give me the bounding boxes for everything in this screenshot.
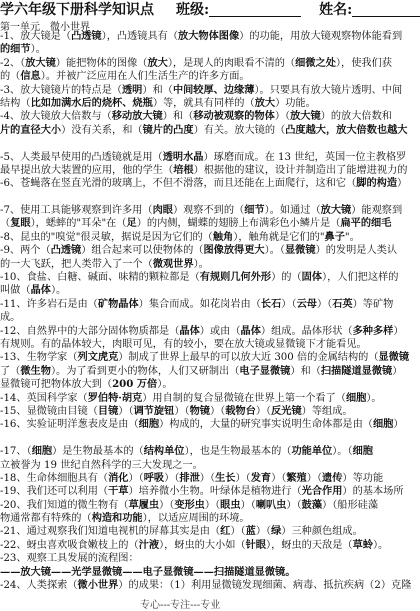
answer-text: 针眼	[245, 538, 266, 551]
text-line	[0, 392, 400, 405]
answer-text: 消化	[108, 471, 129, 484]
answer-text: 镜片的凸度	[142, 123, 194, 136]
unit-heading: 第一单元 微小世界	[0, 22, 90, 33]
answer-text: 生长	[215, 471, 236, 484]
line-text: ）（	[230, 526, 246, 538]
answer-text: 目镜	[97, 404, 119, 417]
line-text: ）有关。放大镜的（	[193, 124, 286, 136]
line-text: ），蟋蟀的"耳朵"在（	[30, 218, 127, 230]
line-text: -6、苍蝇落在竖直光滑的玻璃上，不但不滑落，而且还能在上面爬行，这和它（	[0, 178, 357, 190]
line-text: ），也是生物最基本的（	[184, 446, 292, 458]
text-line	[0, 418, 404, 431]
line-text: ）（	[255, 405, 272, 417]
line-text: -2、（	[0, 57, 26, 69]
line-text: ）的基本场所	[342, 486, 404, 498]
text-line	[0, 338, 400, 351]
text-line	[0, 566, 400, 579]
line-text: ）。如通过（	[264, 205, 321, 217]
line-text: ）。	[366, 392, 382, 404]
answer-text: 载物台	[225, 404, 256, 417]
worksheet-title	[0, 0, 420, 20]
line-text: ）等，就具有同样的（	[152, 97, 255, 109]
answer-text: 蓝	[245, 525, 256, 538]
knowledge-points	[0, 30, 412, 592]
text-line	[0, 70, 400, 83]
answer-text: 遗传	[322, 471, 343, 484]
line-text: （	[0, 218, 11, 230]
line-text: ）和（	[142, 84, 173, 96]
line-text: -9、两个（	[0, 245, 51, 257]
answer-text: 结构单位	[143, 445, 185, 458]
answer-text: 移动放大镜	[111, 110, 163, 123]
answer-text: 凸透镜	[50, 244, 82, 257]
line-text: 显微镜可把物体放大到（	[0, 379, 113, 391]
line-text: -8、昆虫的"嗅觉"很灵敏，据说是因为它们的（	[0, 231, 213, 243]
text-line	[0, 284, 400, 297]
line-text: -12、自然界中的大部分固体物质都是（	[0, 325, 180, 337]
answer-text: 呼吸	[143, 471, 165, 484]
answer-text: 反光镜	[271, 404, 302, 417]
answer-text: 放大镜	[25, 56, 56, 69]
line-text: ）和（	[290, 365, 321, 377]
answer-text: 红	[220, 525, 231, 538]
line-text: -20、我们知道的微生物有（	[0, 499, 129, 511]
line-text: ）。	[193, 258, 209, 270]
line-text: ）的放大倍数和	[320, 111, 392, 123]
line-text: 有规则。有的晶体较大，肉眼可见，有的较小，要在放大镜或显微镜下才能看见。	[0, 338, 367, 350]
line-text: ）根据他的建议，设计并制造出了能增进视力的	[193, 164, 408, 176]
line-text: ）。只要具有放大镜片透明、中间	[254, 84, 403, 96]
title-text: 学六年级下册科学知识点	[0, 2, 154, 18]
line-text: -1、放大镜是（	[0, 31, 72, 42]
answer-text: 鼻子	[324, 230, 345, 243]
line-text: ）（	[255, 526, 272, 538]
line-text: ）没有关系，和（	[61, 124, 143, 136]
line-text: ），蚜虫的大小如（	[159, 539, 246, 551]
answer-text: 比如加满水后的烧杯、烧瓶	[30, 96, 153, 109]
line-text: ），以适应周围的环境。	[142, 513, 250, 525]
answer-text: 绿	[271, 525, 282, 538]
line-text: ）	[393, 325, 404, 337]
line-text: ）。为了看到更小的物体，人们又研制出（	[50, 365, 240, 377]
answer-text: 脚的构造	[356, 177, 398, 190]
line-text: ）。（	[332, 446, 353, 458]
page-footer: 专心---专注---专业	[140, 600, 221, 611]
answer-text: 石英	[332, 297, 353, 310]
line-text: -11、许多岩石是由（	[0, 298, 98, 310]
text-line	[0, 271, 400, 284]
answer-text: 草履虫	[128, 498, 160, 511]
text-line	[0, 110, 400, 123]
answer-text: 培根	[173, 163, 194, 176]
line-text: ）组合起来可以使物体的（	[81, 245, 204, 257]
line-text: -3、放大镜镜片的特点是（	[0, 84, 122, 96]
line-text: -7、使用工具能够观察到许多用（	[0, 205, 153, 217]
text-line	[0, 579, 412, 592]
class-blank	[209, 4, 301, 17]
line-text: -21、通过观察我们知道电视机的屏幕其实是由（	[0, 526, 221, 538]
line-text: -5、人类最早使用的凸透镜就是用（	[0, 151, 163, 163]
text-line	[0, 311, 400, 324]
line-text: ）（	[159, 499, 175, 511]
line-text: ）（	[118, 405, 134, 417]
line-text: ）（	[209, 405, 226, 417]
text-line	[0, 351, 410, 364]
line-text: 的一大飞跃，把人类带入了一个（	[0, 258, 153, 270]
line-text: ）三种颜色组成。	[281, 526, 363, 538]
text-line	[0, 57, 400, 70]
name-label: 姓名:	[319, 2, 353, 18]
answer-text: 干草	[108, 485, 129, 498]
answer-text: 凸度越大，放大倍数也越大	[285, 123, 408, 136]
line-text: ）观察不到的（	[172, 205, 245, 217]
text-line	[0, 244, 400, 257]
line-text: ）等功能	[342, 472, 384, 484]
line-text: ）和（	[162, 111, 194, 123]
line-text: ）等组成。	[301, 405, 353, 417]
answer-text: 微小世界	[77, 579, 119, 592]
line-text: ）。	[372, 539, 389, 551]
line-text: ）（	[316, 298, 333, 310]
text-line	[0, 485, 404, 498]
text-line	[0, 123, 408, 137]
line-text: ）。	[157, 379, 173, 391]
line-text: ）组成。晶体形状（	[260, 325, 353, 337]
line-text: 立被誉为 19 世纪自然科学的三大发现之一。	[0, 459, 203, 471]
line-text: ），是现人的肉眼看不清的（	[167, 57, 296, 69]
text-line	[0, 298, 400, 311]
answer-text: 足	[126, 217, 137, 230]
answer-text: 变形虫	[174, 498, 205, 511]
text-line	[0, 150, 407, 164]
answer-text: 凸透镜	[71, 30, 102, 42]
answer-text: 有规则几何外形	[199, 271, 272, 284]
line-text: 叫做（	[0, 285, 31, 297]
line-text: ）能观察到	[351, 205, 403, 217]
text-line	[0, 324, 404, 338]
text-line	[0, 472, 400, 485]
answer-text: 放大物体图像	[178, 30, 240, 42]
text-line	[0, 364, 403, 378]
answer-text: 透明	[122, 83, 143, 96]
answer-text: 细胞	[138, 418, 160, 431]
line-text: ）制成了世界上最早的可以放大近 300 倍的金属结构的（	[118, 352, 379, 364]
text-line	[0, 97, 400, 110]
line-text: ）（	[235, 472, 251, 484]
line-text: -24、人类探索（	[0, 580, 78, 592]
line-text: -10、食盐、白糖、碱面、味精的颗粒都是（	[0, 272, 200, 284]
line-text: ）构成的，大量的研究事实说明生命体都是由（	[159, 419, 373, 431]
answer-text: 矿物晶体	[97, 297, 139, 310]
text-line	[0, 191, 400, 204]
line-text: -14、英国科学家（	[0, 392, 88, 404]
answer-text: 排泄	[179, 471, 200, 484]
answer-text: 肉眼	[152, 204, 173, 217]
text-line	[0, 405, 400, 418]
answer-text: 喇叭虫	[255, 498, 287, 511]
text-line	[0, 30, 403, 43]
line-text: 物通常都有特殊的（	[0, 513, 92, 525]
answer-text: 光合作用	[301, 485, 343, 498]
answer-text: 晶体	[30, 284, 51, 297]
line-text: 的（	[0, 71, 21, 83]
line-text: ）或由（	[199, 325, 241, 337]
answer-text: 眼虫	[220, 498, 241, 511]
answer-text: 调节旋钮	[133, 404, 175, 417]
line-text: -4、放大镜放大倍数与（	[0, 111, 112, 123]
text-line	[0, 499, 400, 512]
answer-text: 云母	[296, 297, 317, 310]
line-text: ）（	[240, 499, 256, 511]
text-line	[0, 217, 400, 230]
line-text: -16、实验证明洋葱表皮是由（	[0, 419, 139, 431]
text-line	[0, 539, 400, 552]
line-text: ）集合而成。如花岗岩由（	[138, 298, 261, 310]
line-text: -15、显微镜由目镜（	[0, 405, 98, 417]
answer-text: 放大	[147, 56, 168, 69]
text-line	[0, 552, 400, 565]
line-text: ）琢磨而成。在 13 世纪，英国一位主教格罗	[203, 151, 407, 163]
answer-text: 200 万倍	[112, 378, 158, 391]
answer-text: 长石	[260, 297, 282, 310]
answer-text: 复眼	[10, 217, 31, 230]
line-text: ），凸透镜具有（	[101, 31, 179, 42]
line-text: ）（	[199, 472, 216, 484]
line-text: 了（	[0, 365, 21, 377]
answer-text: 细胞	[345, 391, 367, 404]
text-line	[0, 378, 400, 391]
answer-text: 中间较厚、边缘薄	[172, 83, 255, 96]
line-text: ）	[397, 178, 408, 190]
line-text: ）（	[286, 499, 302, 511]
text-line	[0, 204, 403, 217]
line-text: ）	[392, 365, 403, 377]
line-text: ）培养微小生物。叶绿体是植物进行（	[128, 486, 302, 498]
line-text: ）（	[128, 472, 144, 484]
line-text: ）用自制的复合显微镜在世界上第一个看了（	[142, 392, 346, 404]
line-text: ），触角就是它们的"	[233, 231, 325, 243]
answer-text: 信息	[20, 70, 41, 83]
line-text: ）（	[306, 472, 323, 484]
text-line	[0, 258, 400, 271]
class-label: 班级:	[176, 2, 210, 18]
line-text: -18、生命体细胞具有（	[0, 472, 109, 484]
line-text: ）的发明是人类认	[315, 245, 398, 257]
answer-text: 显微镜	[378, 351, 410, 364]
line-text: ）（	[204, 499, 221, 511]
answer-text: 物镜	[189, 404, 210, 417]
line-text: ）的功能，用放大镜观察物体能看到	[239, 31, 403, 42]
line-text: -19、我们还可以利用（	[0, 486, 109, 498]
answer-text: 放大镜	[290, 110, 321, 123]
line-text: ）。	[50, 285, 67, 297]
answer-text: 汁液	[138, 538, 160, 551]
line-text: -17、（	[0, 446, 32, 458]
answer-text: 放大镜	[320, 204, 352, 217]
answer-text: 晶体	[179, 324, 200, 337]
answer-text: 繁殖	[286, 471, 307, 484]
line-text: ）。并被广泛应用在人们生活生产的许多方面。	[40, 71, 250, 83]
answer-text: 细节	[244, 204, 265, 217]
text-line	[0, 231, 400, 244]
name-blank	[352, 4, 420, 17]
line-text: ），蚜虫的天敌是（	[266, 539, 353, 551]
answer-text: 晶体	[240, 324, 261, 337]
line-text: ）等矿物	[352, 298, 394, 310]
answer-text: 放大	[254, 96, 276, 109]
answer-text: 显微镜	[285, 244, 316, 257]
answer-text: 罗伯特·胡克	[87, 391, 143, 404]
line-text: ）（	[274, 111, 291, 123]
answer-text: 的细节	[0, 43, 31, 56]
text-line	[0, 177, 408, 190]
line-text: ）的（	[271, 272, 302, 284]
line-text: ）能把物体的图像（	[55, 57, 148, 69]
line-text: ）（	[281, 298, 297, 310]
line-text: -22、蚜虫喜欢吸食嫩枝上的（	[0, 539, 139, 551]
answer-text: 细胞	[372, 418, 394, 431]
text-line	[0, 43, 400, 56]
line-text: 最早提出放大装置的应用，他的学生（	[0, 164, 174, 176]
answer-text: 触角	[212, 230, 234, 243]
line-text: ）（船形硅藻	[322, 499, 379, 511]
text-line	[0, 445, 400, 458]
line-text: ），人们把这样的	[322, 272, 399, 284]
line-text: -23、观察工具发展的流程图：	[0, 553, 139, 565]
text-line	[0, 83, 403, 97]
line-text: -13、生物学家（	[0, 352, 78, 364]
answer-text: 透明水晶	[162, 150, 204, 163]
answer-text: 片的直径大小	[0, 123, 62, 136]
answer-text: 功能单位	[291, 445, 333, 458]
answer-text: 细胞	[31, 445, 53, 458]
line-text: ）。	[30, 44, 46, 56]
answer-text: 鼓藻	[301, 498, 323, 511]
line-text: ）（	[164, 472, 180, 484]
line-text: ）	[393, 419, 404, 431]
line-text: ）的内侧，蝴蝶的翅膀上布满彩色小鳞片是（	[136, 218, 341, 230]
line-text: 成。	[0, 312, 21, 324]
answer-text: 发育	[250, 471, 272, 484]
answer-text: 微生物	[20, 364, 51, 377]
answer-text: 扫描隧道显微镜	[320, 364, 393, 377]
line-text: ）（	[174, 405, 190, 417]
line-text: ）。（	[264, 245, 285, 257]
answer-text: 微观世界	[152, 257, 194, 270]
answer-text: 移动被观察的物体	[193, 110, 275, 123]
line-text: ）是生物最基本的（	[52, 446, 144, 458]
answer-text: 扁平的细毛	[340, 217, 392, 230]
text-line	[0, 459, 400, 472]
text-line	[0, 432, 400, 445]
text-line	[0, 525, 400, 538]
line-text: "。	[344, 231, 360, 243]
answer-text: 图像放得更大	[203, 244, 265, 257]
text-line	[0, 163, 408, 177]
text-line	[0, 137, 400, 150]
answer-text: 细微之处	[295, 56, 336, 69]
line-text: ）的成果：（1）利用显微镜发现细菌、病毒、抵抗疾病（2）克隆	[118, 580, 412, 592]
answer-text: 草蛉	[352, 538, 373, 551]
answer-text: ——放大镜——光学显微镜——电子显微镜——扫描隧道显微镜。	[0, 565, 296, 578]
answer-text: 多种多样	[352, 324, 394, 337]
answer-text: 电子显微镜	[239, 364, 291, 377]
answer-text: 列文虎克	[77, 351, 119, 364]
line-text: ），使我们获	[335, 57, 392, 69]
answer-text: 细胞	[352, 445, 373, 458]
line-text: 结构（	[0, 97, 31, 109]
text-line	[0, 512, 400, 525]
line-text: ）（	[271, 472, 287, 484]
answer-text: 固体	[301, 271, 323, 284]
answer-text: 构造和功能	[91, 512, 143, 525]
line-text: ）功能。	[275, 97, 316, 109]
